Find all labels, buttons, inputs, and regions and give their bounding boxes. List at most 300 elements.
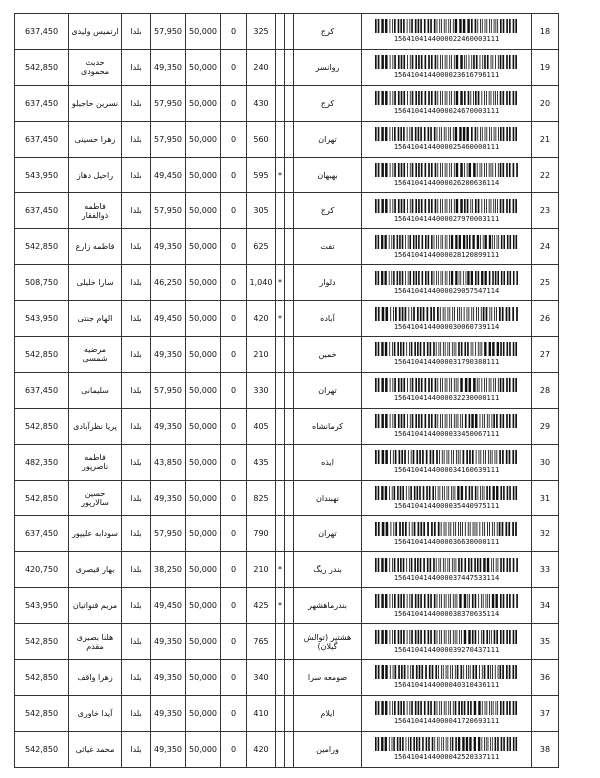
barcode-bars <box>373 665 521 679</box>
recipient-name-cell: فاطمه زارع <box>69 229 122 265</box>
country-cell: بلدا <box>122 337 151 373</box>
zero-cell: 0 <box>221 552 247 588</box>
table-row <box>15 229 559 265</box>
extra-cell <box>285 85 294 121</box>
weight-cell: 325 <box>247 14 276 50</box>
total-cell: 508,750 <box>15 265 69 301</box>
barcode-cell <box>362 480 532 516</box>
weight-cell: 240 <box>247 49 276 85</box>
barcode-cell <box>362 444 532 480</box>
row-number-cell: 32 <box>532 516 559 552</box>
base-amount-cell: 50,000 <box>186 85 221 121</box>
total-cell: 637,450 <box>15 14 69 50</box>
city-cell: کرج <box>294 14 362 50</box>
base-amount-cell: 50,000 <box>186 301 221 337</box>
recipient-name-cell: حسین سالارپور <box>69 480 122 516</box>
recipient-name-cell: آیدا خاوری <box>69 695 122 731</box>
amount-cell: 49,350 <box>151 660 186 696</box>
amount-cell: 49,350 <box>151 480 186 516</box>
tracking-number: 1564104144000039270437111 <box>393 645 500 654</box>
barcode-cell <box>362 516 532 552</box>
recipient-name-cell: فاطمه ذوالفقار <box>69 193 122 229</box>
weight-cell: 410 <box>247 695 276 731</box>
barcode <box>364 91 529 115</box>
barcode <box>364 558 529 582</box>
base-amount-cell: 50,000 <box>186 408 221 444</box>
barcode <box>364 450 529 474</box>
table-row <box>15 121 559 157</box>
country-cell: بلدا <box>122 444 151 480</box>
barcode <box>364 522 529 546</box>
country-cell: بلدا <box>122 731 151 767</box>
barcode <box>364 127 529 151</box>
tracking-number: 1564104144000034160639111 <box>393 466 500 475</box>
tracking-number: 1564104144000030060739114 <box>393 322 500 331</box>
row-number-cell: 33 <box>532 552 559 588</box>
row-number-cell: 25 <box>532 265 559 301</box>
barcode-bars <box>373 235 521 249</box>
zero-cell: 0 <box>221 229 247 265</box>
flag-cell <box>276 49 285 85</box>
flag-cell <box>276 660 285 696</box>
extra-cell <box>285 552 294 588</box>
flag-cell: * <box>276 301 285 337</box>
zero-cell: 0 <box>221 731 247 767</box>
tracking-number: 1564104144000026200636114 <box>393 179 500 187</box>
base-amount-cell: 50,000 <box>186 695 221 731</box>
amount-cell: 57,950 <box>151 193 186 229</box>
zero-cell: 0 <box>221 408 247 444</box>
zero-cell: 0 <box>221 372 247 408</box>
base-amount-cell: 50,000 <box>186 552 221 588</box>
total-cell: 637,450 <box>15 193 69 229</box>
total-cell: 420,750 <box>15 552 69 588</box>
city-cell: خمین <box>294 337 362 373</box>
recipient-name-cell: بهار قیصری <box>69 552 122 588</box>
recipient-name-cell: ارتمیس ولیدی <box>69 14 122 50</box>
city-cell: بندر ریگ <box>294 552 362 588</box>
base-amount-cell: 50,000 <box>186 14 221 50</box>
barcode-cell <box>362 372 532 408</box>
base-amount-cell: 50,000 <box>186 193 221 229</box>
recipient-name-cell: سودابه علیپور <box>69 516 122 552</box>
total-cell: 542,850 <box>15 337 69 373</box>
base-amount-cell: 50,000 <box>186 588 221 624</box>
barcode <box>364 199 529 223</box>
row-number-cell: 20 <box>532 85 559 121</box>
barcode-cell <box>362 14 532 50</box>
row-number-cell: 30 <box>532 444 559 480</box>
total-cell: 542,850 <box>15 480 69 516</box>
weight-cell: 405 <box>247 408 276 444</box>
barcode-cell <box>362 731 532 767</box>
amount-cell: 49,350 <box>151 624 186 660</box>
country-cell: بلدا <box>122 624 151 660</box>
amount-cell: 49,350 <box>151 695 186 731</box>
zero-cell: 0 <box>221 121 247 157</box>
city-cell: ایلام <box>294 695 362 731</box>
total-cell: 637,450 <box>15 121 69 157</box>
city-cell: تهران <box>294 372 362 408</box>
flag-cell <box>276 372 285 408</box>
row-number-cell: 19 <box>532 49 559 85</box>
base-amount-cell: 50,000 <box>186 121 221 157</box>
amount-cell: 49,350 <box>151 337 186 373</box>
extra-cell <box>285 480 294 516</box>
tracking-number: 1564104144000023616796111 <box>393 71 500 80</box>
extra-cell <box>285 121 294 157</box>
base-amount-cell: 50,000 <box>186 480 221 516</box>
weight-cell: 1,040 <box>247 265 276 301</box>
extra-cell <box>285 49 294 85</box>
table-row <box>15 624 559 660</box>
city-cell: ورامین <box>294 731 362 767</box>
barcode <box>364 55 529 79</box>
barcode <box>364 235 529 259</box>
tracking-number: 1564104144000022460003111 <box>393 35 500 44</box>
total-cell: 542,850 <box>15 49 69 85</box>
country-cell: بلدا <box>122 14 151 50</box>
barcode-cell <box>362 660 532 696</box>
barcode-bars <box>373 19 521 33</box>
flag-cell <box>276 85 285 121</box>
row-number-cell: 24 <box>532 229 559 265</box>
zero-cell: 0 <box>221 49 247 85</box>
amount-cell: 57,950 <box>151 85 186 121</box>
row-number-cell: 37 <box>532 695 559 731</box>
barcode-cell <box>362 552 532 588</box>
extra-cell <box>285 444 294 480</box>
extra-cell <box>285 660 294 696</box>
table-row <box>15 660 559 696</box>
barcode-cell <box>362 337 532 373</box>
amount-cell: 49,350 <box>151 408 186 444</box>
country-cell: بلدا <box>122 229 151 265</box>
barcode <box>364 594 529 618</box>
zero-cell: 0 <box>221 14 247 50</box>
tracking-number: 1564104144000028120899111 <box>393 250 500 259</box>
base-amount-cell: 50,000 <box>186 660 221 696</box>
barcode-bars <box>373 163 521 177</box>
flag-cell: * <box>276 157 285 193</box>
total-cell: 637,450 <box>15 372 69 408</box>
country-cell: بلدا <box>122 516 151 552</box>
barcode <box>364 665 529 689</box>
country-cell: بلدا <box>122 588 151 624</box>
barcode <box>364 414 529 438</box>
table-row <box>15 14 559 50</box>
barcode-cell <box>362 85 532 121</box>
row-number-cell: 38 <box>532 731 559 767</box>
weight-cell: 420 <box>247 301 276 337</box>
barcode-bars <box>373 271 521 285</box>
country-cell: بلدا <box>122 372 151 408</box>
barcode-cell <box>362 588 532 624</box>
weight-cell: 425 <box>247 588 276 624</box>
barcode-cell <box>362 624 532 660</box>
table-row <box>15 444 559 480</box>
extra-cell <box>285 516 294 552</box>
base-amount-cell: 50,000 <box>186 372 221 408</box>
flag-cell <box>276 121 285 157</box>
city-cell: دلوار <box>294 265 362 301</box>
total-cell: 542,850 <box>15 695 69 731</box>
barcode-bars <box>373 342 521 356</box>
amount-cell: 49,350 <box>151 731 186 767</box>
table-row <box>15 193 559 229</box>
extra-cell <box>285 372 294 408</box>
city-cell: روانسر <box>294 49 362 85</box>
barcode-bars <box>373 630 521 644</box>
city-cell: کرمانشاه <box>294 408 362 444</box>
base-amount-cell: 50,000 <box>186 516 221 552</box>
table-row <box>15 301 559 337</box>
base-amount-cell: 50,000 <box>186 337 221 373</box>
extra-cell <box>285 193 294 229</box>
barcode <box>364 378 529 402</box>
country-cell: بلدا <box>122 480 151 516</box>
barcode-cell <box>362 121 532 157</box>
barcode-bars <box>373 378 521 392</box>
flag-cell <box>276 444 285 480</box>
barcode-bars <box>373 737 521 751</box>
zero-cell: 0 <box>221 265 247 301</box>
country-cell: بلدا <box>122 408 151 444</box>
barcode-cell <box>362 157 532 193</box>
barcode <box>364 163 529 187</box>
weight-cell: 340 <box>247 660 276 696</box>
amount-cell: 49,450 <box>151 301 186 337</box>
shipment-table <box>14 13 559 768</box>
amount-cell: 49,450 <box>151 157 186 193</box>
barcode-bars <box>373 199 521 213</box>
flag-cell <box>276 480 285 516</box>
barcode-cell <box>362 695 532 731</box>
total-cell: 542,850 <box>15 408 69 444</box>
barcode-cell <box>362 301 532 337</box>
city-cell: کرج <box>294 193 362 229</box>
total-cell: 542,850 <box>15 624 69 660</box>
barcode-bars <box>373 414 521 428</box>
barcode-bars <box>373 127 521 141</box>
flag-cell <box>276 695 285 731</box>
city-cell: کرج <box>294 85 362 121</box>
city-cell: بندرماهشهر <box>294 588 362 624</box>
barcode <box>364 307 529 331</box>
country-cell: بلدا <box>122 660 151 696</box>
tracking-number: 1564104144000024670003111 <box>393 107 500 116</box>
recipient-name-cell: زهرا واقف <box>69 660 122 696</box>
barcode-bars <box>373 594 521 608</box>
table-row <box>15 731 559 767</box>
recipient-name-cell: سلیمانی <box>69 372 122 408</box>
barcode <box>364 342 529 366</box>
amount-cell: 49,350 <box>151 229 186 265</box>
extra-cell <box>285 731 294 767</box>
row-number-cell: 23 <box>532 193 559 229</box>
row-number-cell: 28 <box>532 372 559 408</box>
row-number-cell: 35 <box>532 624 559 660</box>
country-cell: بلدا <box>122 552 151 588</box>
weight-cell: 420 <box>247 731 276 767</box>
barcode-cell <box>362 408 532 444</box>
barcode <box>364 19 529 43</box>
city-cell: نهبندان <box>294 480 362 516</box>
recipient-name-cell: پریا نظرآبادی <box>69 408 122 444</box>
extra-cell <box>285 301 294 337</box>
total-cell: 482,350 <box>15 444 69 480</box>
zero-cell: 0 <box>221 301 247 337</box>
row-number-cell: 21 <box>532 121 559 157</box>
country-cell: بلدا <box>122 695 151 731</box>
extra-cell <box>285 157 294 193</box>
row-number-cell: 36 <box>532 660 559 696</box>
flag-cell <box>276 516 285 552</box>
tracking-number: 1564104144000033450067111 <box>393 430 500 439</box>
city-cell: صومعه سرا <box>294 660 362 696</box>
table-row <box>15 552 559 588</box>
flag-cell: * <box>276 552 285 588</box>
city-cell: تهران <box>294 516 362 552</box>
country-cell: بلدا <box>122 85 151 121</box>
amount-cell: 57,950 <box>151 121 186 157</box>
table-row <box>15 265 559 301</box>
zero-cell: 0 <box>221 588 247 624</box>
barcode-bars <box>373 701 521 715</box>
row-number-cell: 22 <box>532 157 559 193</box>
total-cell: 543,950 <box>15 301 69 337</box>
weight-cell: 595 <box>247 157 276 193</box>
country-cell: بلدا <box>122 301 151 337</box>
total-cell: 542,850 <box>15 229 69 265</box>
table-row <box>15 588 559 624</box>
tracking-number: 1564104144000036630000111 <box>393 537 500 546</box>
recipient-name-cell: مرضیه شمسی <box>69 337 122 373</box>
flag-cell: * <box>276 588 285 624</box>
country-cell: بلدا <box>122 157 151 193</box>
table-body <box>15 14 559 768</box>
base-amount-cell: 50,000 <box>186 731 221 767</box>
extra-cell <box>285 695 294 731</box>
weight-cell: 790 <box>247 516 276 552</box>
country-cell: بلدا <box>122 121 151 157</box>
extra-cell <box>285 588 294 624</box>
barcode <box>364 737 529 761</box>
row-number-cell: 31 <box>532 480 559 516</box>
row-number-cell: 29 <box>532 408 559 444</box>
table-row <box>15 480 559 516</box>
base-amount-cell: 50,000 <box>186 624 221 660</box>
extra-cell <box>285 624 294 660</box>
zero-cell: 0 <box>221 624 247 660</box>
weight-cell: 210 <box>247 552 276 588</box>
barcode <box>364 271 529 295</box>
barcode-cell <box>362 193 532 229</box>
city-cell: بهبهان <box>294 157 362 193</box>
total-cell: 543,950 <box>15 588 69 624</box>
weight-cell: 210 <box>247 337 276 373</box>
barcode-bars <box>373 91 521 105</box>
recipient-name-cell: نسرین حاجیلو <box>69 85 122 121</box>
weight-cell: 825 <box>247 480 276 516</box>
barcode-cell <box>362 49 532 85</box>
table-row <box>15 337 559 373</box>
table-row <box>15 516 559 552</box>
total-cell: 637,450 <box>15 516 69 552</box>
barcode-bars <box>373 558 521 572</box>
table-row <box>15 157 559 193</box>
zero-cell: 0 <box>221 337 247 373</box>
tracking-number: 1564104144000031790388111 <box>393 358 500 367</box>
base-amount-cell: 50,000 <box>186 157 221 193</box>
country-cell: بلدا <box>122 49 151 85</box>
flag-cell <box>276 731 285 767</box>
barcode-cell <box>362 229 532 265</box>
tracking-number: 1564104144000037447533114 <box>393 573 500 582</box>
extra-cell <box>285 14 294 50</box>
tracking-number: 1564104144000038370635114 <box>393 609 500 618</box>
city-cell: تهران <box>294 121 362 157</box>
recipient-name-cell: الهام جنتی <box>69 301 122 337</box>
zero-cell: 0 <box>221 660 247 696</box>
zero-cell: 0 <box>221 695 247 731</box>
tracking-number: 1564104144000042520337111 <box>393 753 500 762</box>
zero-cell: 0 <box>221 85 247 121</box>
flag-cell: * <box>276 265 285 301</box>
table-row <box>15 49 559 85</box>
total-cell: 637,450 <box>15 85 69 121</box>
weight-cell: 330 <box>247 372 276 408</box>
amount-cell: 57,950 <box>151 516 186 552</box>
flag-cell <box>276 624 285 660</box>
city-cell: ایذه <box>294 444 362 480</box>
base-amount-cell: 50,000 <box>186 229 221 265</box>
amount-cell: 43,850 <box>151 444 186 480</box>
table-row <box>15 85 559 121</box>
country-cell: بلدا <box>122 265 151 301</box>
barcode-bars <box>373 307 521 321</box>
recipient-name-cell: زهرا حسینی <box>69 121 122 157</box>
extra-cell <box>285 408 294 444</box>
total-cell: 542,850 <box>15 660 69 696</box>
flag-cell <box>276 337 285 373</box>
barcode-bars <box>373 450 521 464</box>
barcode-cell <box>362 265 532 301</box>
city-cell: آباده <box>294 301 362 337</box>
extra-cell <box>285 229 294 265</box>
amount-cell: 46,250 <box>151 265 186 301</box>
total-cell: 542,850 <box>15 731 69 767</box>
tracking-number: 1564104144000025460000111 <box>393 143 500 152</box>
barcode-bars <box>373 522 521 536</box>
flag-cell <box>276 229 285 265</box>
flag-cell <box>276 408 285 444</box>
flag-cell <box>276 193 285 229</box>
barcode-bars <box>373 486 521 500</box>
weight-cell: 305 <box>247 193 276 229</box>
weight-cell: 625 <box>247 229 276 265</box>
row-number-cell: 27 <box>532 337 559 373</box>
recipient-name-cell: محمد غیاثی <box>69 731 122 767</box>
amount-cell: 49,350 <box>151 49 186 85</box>
amount-cell: 38,250 <box>151 552 186 588</box>
recipient-name-cell: حدیث محمودی <box>69 49 122 85</box>
row-number-cell: 18 <box>532 14 559 50</box>
amount-cell: 57,950 <box>151 14 186 50</box>
barcode-bars <box>373 55 521 69</box>
weight-cell: 435 <box>247 444 276 480</box>
recipient-name-cell: راحیل دهاز <box>69 157 122 193</box>
